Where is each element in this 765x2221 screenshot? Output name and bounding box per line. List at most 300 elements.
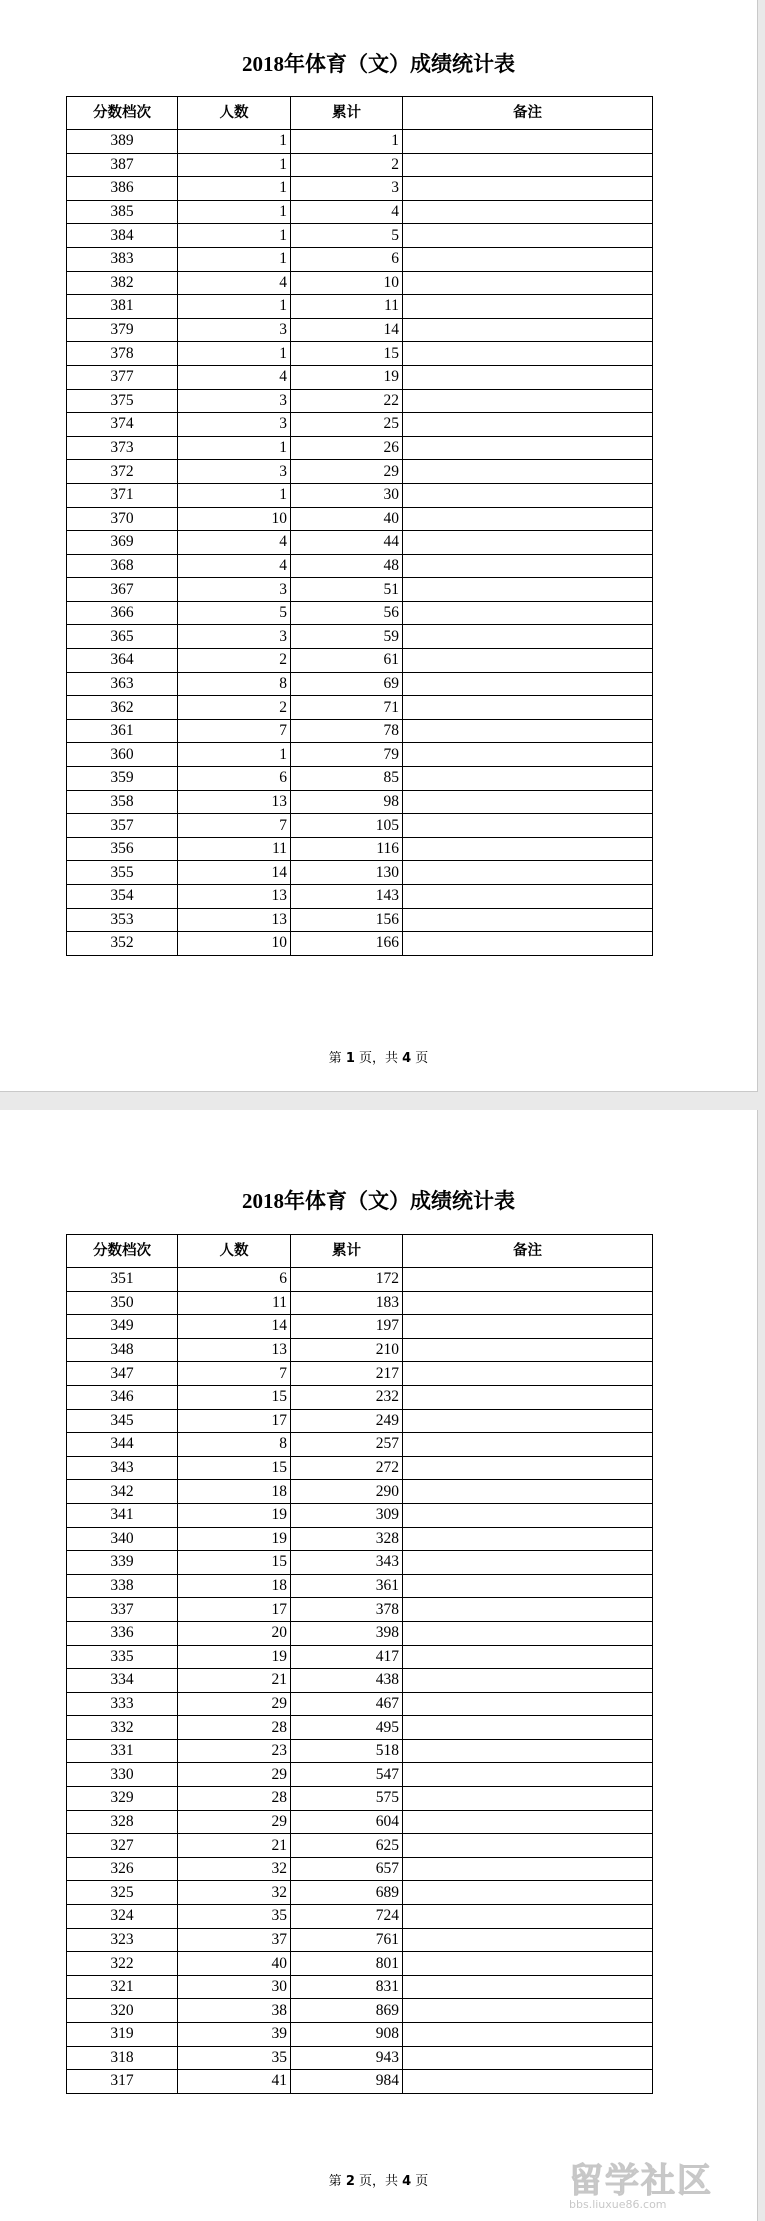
cumulative-cell: 217 xyxy=(291,1362,403,1386)
cumulative-cell: 398 xyxy=(291,1621,403,1645)
table-row xyxy=(67,1291,653,1315)
document-page-2 xyxy=(0,1110,758,2221)
page-title: 2018年体育（文）成绩统计表 xyxy=(242,52,515,76)
cumulative-cell: 724 xyxy=(291,1905,403,1929)
table-row xyxy=(67,1503,653,1527)
remarks-cell xyxy=(403,932,653,956)
remarks-cell xyxy=(403,413,653,437)
table-row xyxy=(67,130,653,154)
score-cell: 352 xyxy=(67,932,178,956)
remarks-cell xyxy=(403,1503,653,1527)
cumulative-cell: 56 xyxy=(291,601,403,625)
cumulative-cell: 166 xyxy=(291,932,403,956)
count-cell: 17 xyxy=(178,1409,291,1433)
table-row xyxy=(67,389,653,413)
cumulative-cell: 689 xyxy=(291,1881,403,1905)
cumulative-cell: 210 xyxy=(291,1338,403,1362)
cumulative-cell: 40 xyxy=(291,507,403,531)
score-cell: 363 xyxy=(67,672,178,696)
score-cell: 379 xyxy=(67,318,178,342)
remarks-cell xyxy=(403,1480,653,1504)
table-row xyxy=(67,1928,653,1952)
score-cell: 332 xyxy=(67,1716,178,1740)
score-cell: 331 xyxy=(67,1739,178,1763)
table-row xyxy=(67,1857,653,1881)
score-cell: 360 xyxy=(67,743,178,767)
score-cell: 321 xyxy=(67,1975,178,1999)
score-cell: 372 xyxy=(67,460,178,484)
count-cell: 13 xyxy=(178,908,291,932)
table-row xyxy=(67,413,653,437)
score-cell: 342 xyxy=(67,1480,178,1504)
cumulative-cell: 417 xyxy=(291,1645,403,1669)
cumulative-cell: 625 xyxy=(291,1834,403,1858)
remarks-cell xyxy=(403,1669,653,1693)
count-cell: 4 xyxy=(178,365,291,389)
table-row xyxy=(67,743,653,767)
table-row xyxy=(67,1999,653,2023)
table-row xyxy=(67,1905,653,1929)
count-cell: 21 xyxy=(178,1834,291,1858)
cumulative-cell: 156 xyxy=(291,908,403,932)
remarks-cell xyxy=(403,1291,653,1315)
remarks-cell xyxy=(403,1810,653,1834)
count-cell: 35 xyxy=(178,2046,291,2070)
count-cell: 1 xyxy=(178,177,291,201)
count-cell: 10 xyxy=(178,507,291,531)
table-row xyxy=(67,1527,653,1551)
remarks-cell xyxy=(403,1338,653,1362)
count-cell: 13 xyxy=(178,1338,291,1362)
remarks-cell xyxy=(403,1385,653,1409)
cumulative-cell: 10 xyxy=(291,271,403,295)
count-cell: 29 xyxy=(178,1810,291,1834)
count-cell: 3 xyxy=(178,389,291,413)
count-cell: 7 xyxy=(178,719,291,743)
table-row xyxy=(67,1645,653,1669)
table-row xyxy=(67,672,653,696)
watermark-logo xyxy=(569,2153,739,2213)
remarks-cell xyxy=(403,295,653,319)
count-cell: 11 xyxy=(178,1291,291,1315)
score-cell: 353 xyxy=(67,908,178,932)
score-cell: 385 xyxy=(67,200,178,224)
score-cell: 389 xyxy=(67,130,178,154)
remarks-cell xyxy=(403,200,653,224)
cumulative-cell: 69 xyxy=(291,672,403,696)
cumulative-cell: 801 xyxy=(291,1952,403,1976)
table-row xyxy=(67,578,653,602)
score-cell: 348 xyxy=(67,1338,178,1362)
cumulative-cell: 361 xyxy=(291,1574,403,1598)
cumulative-cell: 143 xyxy=(291,885,403,909)
cumulative-cell: 48 xyxy=(291,554,403,578)
remarks-cell xyxy=(403,672,653,696)
remarks-cell xyxy=(403,1975,653,1999)
remarks-cell xyxy=(403,1433,653,1457)
score-cell: 333 xyxy=(67,1692,178,1716)
table-row xyxy=(67,601,653,625)
cumulative-cell: 11 xyxy=(291,295,403,319)
cumulative-cell: 575 xyxy=(291,1787,403,1811)
remarks-cell xyxy=(403,790,653,814)
cumulative-cell: 438 xyxy=(291,1669,403,1693)
table-row xyxy=(67,2046,653,2070)
table-row xyxy=(67,483,653,507)
header-cumulative: 累计 xyxy=(291,1235,403,1268)
count-cell: 15 xyxy=(178,1456,291,1480)
footer-prefix: 第 xyxy=(328,2174,346,2189)
count-cell: 14 xyxy=(178,1315,291,1339)
remarks-cell xyxy=(403,578,653,602)
footer-middle: 页，共 xyxy=(354,1051,403,1066)
cumulative-cell: 378 xyxy=(291,1598,403,1622)
table-row xyxy=(67,1763,653,1787)
cumulative-cell: 272 xyxy=(291,1456,403,1480)
table-row xyxy=(67,1315,653,1339)
cumulative-cell: 61 xyxy=(291,649,403,673)
count-cell: 28 xyxy=(178,1787,291,1811)
remarks-cell xyxy=(403,2046,653,2070)
cumulative-cell: 249 xyxy=(291,1409,403,1433)
cumulative-cell: 943 xyxy=(291,2046,403,2070)
cumulative-cell: 15 xyxy=(291,342,403,366)
remarks-cell xyxy=(403,1787,653,1811)
score-table xyxy=(66,1234,653,2094)
remarks-cell xyxy=(403,908,653,932)
table-row xyxy=(67,1692,653,1716)
score-cell: 324 xyxy=(67,1905,178,1929)
table-row xyxy=(67,1409,653,1433)
cumulative-cell: 98 xyxy=(291,790,403,814)
score-cell: 373 xyxy=(67,436,178,460)
table-row xyxy=(67,885,653,909)
score-cell: 371 xyxy=(67,483,178,507)
remarks-cell xyxy=(403,531,653,555)
score-cell: 366 xyxy=(67,601,178,625)
score-cell: 329 xyxy=(67,1787,178,1811)
count-cell: 4 xyxy=(178,531,291,555)
remarks-cell xyxy=(403,342,653,366)
score-cell: 357 xyxy=(67,814,178,838)
table-row xyxy=(67,649,653,673)
score-cell: 326 xyxy=(67,1857,178,1881)
count-cell: 4 xyxy=(178,271,291,295)
count-cell: 1 xyxy=(178,200,291,224)
score-cell: 383 xyxy=(67,247,178,271)
table-row xyxy=(67,1362,653,1386)
score-cell: 356 xyxy=(67,837,178,861)
cumulative-cell: 14 xyxy=(291,318,403,342)
remarks-cell xyxy=(403,767,653,791)
cumulative-cell: 604 xyxy=(291,1810,403,1834)
count-cell: 13 xyxy=(178,790,291,814)
count-cell: 3 xyxy=(178,625,291,649)
remarks-cell xyxy=(403,1598,653,1622)
cumulative-cell: 984 xyxy=(291,2070,403,2094)
table-row xyxy=(67,1551,653,1575)
table-header-row xyxy=(67,97,653,130)
count-cell: 1 xyxy=(178,153,291,177)
score-cell: 361 xyxy=(67,719,178,743)
table-row xyxy=(67,153,653,177)
footer-total-pages: 4 xyxy=(402,2174,412,2189)
score-cell: 343 xyxy=(67,1456,178,1480)
table-header-row xyxy=(67,1235,653,1268)
cumulative-cell: 130 xyxy=(291,861,403,885)
cumulative-cell: 343 xyxy=(291,1551,403,1575)
remarks-cell xyxy=(403,224,653,248)
table-row xyxy=(67,2070,653,2094)
header-score-level: 分数档次 xyxy=(67,1235,178,1268)
score-cell: 386 xyxy=(67,177,178,201)
remarks-cell xyxy=(403,1315,653,1339)
count-cell: 40 xyxy=(178,1952,291,1976)
count-cell: 7 xyxy=(178,1362,291,1386)
remarks-cell xyxy=(403,1716,653,1740)
footer-page-number: 1 xyxy=(345,1051,355,1066)
table-row xyxy=(67,1739,653,1763)
table-row xyxy=(67,696,653,720)
score-cell: 355 xyxy=(67,861,178,885)
score-cell: 339 xyxy=(67,1551,178,1575)
remarks-cell xyxy=(403,1456,653,1480)
cumulative-cell: 116 xyxy=(291,837,403,861)
count-cell: 3 xyxy=(178,578,291,602)
score-cell: 344 xyxy=(67,1433,178,1457)
table-body xyxy=(67,1268,653,2094)
table-row xyxy=(67,1433,653,1457)
cumulative-cell: 257 xyxy=(291,1433,403,1457)
score-cell: 338 xyxy=(67,1574,178,1598)
remarks-cell xyxy=(403,177,653,201)
table-row xyxy=(67,342,653,366)
count-cell: 2 xyxy=(178,649,291,673)
score-cell: 346 xyxy=(67,1385,178,1409)
table-row xyxy=(67,1834,653,1858)
remarks-cell xyxy=(403,743,653,767)
footer-total-pages: 4 xyxy=(402,1051,412,1066)
remarks-cell xyxy=(403,625,653,649)
remarks-cell xyxy=(403,1928,653,1952)
footer-middle: 页，共 xyxy=(354,2174,403,2189)
header-score-level: 分数档次 xyxy=(67,97,178,130)
score-cell: 334 xyxy=(67,1669,178,1693)
remarks-cell xyxy=(403,153,653,177)
cumulative-cell: 495 xyxy=(291,1716,403,1740)
score-cell: 368 xyxy=(67,554,178,578)
footer-prefix: 第 xyxy=(328,1051,346,1066)
cumulative-cell: 232 xyxy=(291,1385,403,1409)
footer-suffix: 页 xyxy=(411,2174,429,2189)
remarks-cell xyxy=(403,814,653,838)
remarks-cell xyxy=(403,1645,653,1669)
count-cell: 1 xyxy=(178,436,291,460)
remarks-cell xyxy=(403,483,653,507)
score-cell: 365 xyxy=(67,625,178,649)
remarks-cell xyxy=(403,365,653,389)
score-cell: 354 xyxy=(67,885,178,909)
count-cell: 10 xyxy=(178,932,291,956)
remarks-cell xyxy=(403,1551,653,1575)
remarks-cell xyxy=(403,507,653,531)
count-cell: 3 xyxy=(178,318,291,342)
remarks-cell xyxy=(403,719,653,743)
count-cell: 3 xyxy=(178,460,291,484)
remarks-cell xyxy=(403,1952,653,1976)
cumulative-cell: 71 xyxy=(291,696,403,720)
score-cell: 384 xyxy=(67,224,178,248)
table-row xyxy=(67,318,653,342)
remarks-cell xyxy=(403,1409,653,1433)
remarks-cell xyxy=(403,1857,653,1881)
table-row xyxy=(67,177,653,201)
count-cell: 21 xyxy=(178,1669,291,1693)
remarks-cell xyxy=(403,1763,653,1787)
count-cell: 32 xyxy=(178,1881,291,1905)
score-cell: 382 xyxy=(67,271,178,295)
table-row xyxy=(67,1810,653,1834)
footer-suffix: 页 xyxy=(411,1051,429,1066)
table-row xyxy=(67,790,653,814)
table-row xyxy=(67,625,653,649)
table-row xyxy=(67,908,653,932)
score-cell: 335 xyxy=(67,1645,178,1669)
cumulative-cell: 3 xyxy=(291,177,403,201)
count-cell: 4 xyxy=(178,554,291,578)
header-cumulative: 累计 xyxy=(291,97,403,130)
header-remarks: 备注 xyxy=(403,1235,653,1268)
remarks-cell xyxy=(403,271,653,295)
cumulative-cell: 79 xyxy=(291,743,403,767)
score-cell: 340 xyxy=(67,1527,178,1551)
table-row xyxy=(67,1456,653,1480)
count-cell: 1 xyxy=(178,743,291,767)
score-cell: 320 xyxy=(67,1999,178,2023)
table-row xyxy=(67,932,653,956)
score-cell: 359 xyxy=(67,767,178,791)
count-cell: 30 xyxy=(178,1975,291,1999)
count-cell: 3 xyxy=(178,413,291,437)
cumulative-cell: 26 xyxy=(291,436,403,460)
page-footer xyxy=(0,1047,757,1066)
table-row xyxy=(67,460,653,484)
score-cell: 381 xyxy=(67,295,178,319)
score-cell: 330 xyxy=(67,1763,178,1787)
score-cell: 317 xyxy=(67,2070,178,2094)
table-row xyxy=(67,436,653,460)
table-row xyxy=(67,1787,653,1811)
cumulative-cell: 197 xyxy=(291,1315,403,1339)
count-cell: 29 xyxy=(178,1692,291,1716)
score-cell: 350 xyxy=(67,1291,178,1315)
table-row xyxy=(67,1385,653,1409)
count-cell: 14 xyxy=(178,861,291,885)
score-cell: 347 xyxy=(67,1362,178,1386)
count-cell: 11 xyxy=(178,837,291,861)
score-cell: 318 xyxy=(67,2046,178,2070)
count-cell: 2 xyxy=(178,696,291,720)
count-cell: 15 xyxy=(178,1385,291,1409)
header-count: 人数 xyxy=(178,97,291,130)
header-remarks: 备注 xyxy=(403,97,653,130)
table-row xyxy=(67,1952,653,1976)
cumulative-cell: 467 xyxy=(291,1692,403,1716)
table-row xyxy=(67,507,653,531)
remarks-cell xyxy=(403,1527,653,1551)
count-cell: 13 xyxy=(178,885,291,909)
count-cell: 7 xyxy=(178,814,291,838)
score-cell: 336 xyxy=(67,1621,178,1645)
table-row xyxy=(67,719,653,743)
cumulative-cell: 831 xyxy=(291,1975,403,1999)
count-cell: 1 xyxy=(178,224,291,248)
score-table xyxy=(66,96,653,956)
table-row xyxy=(67,1338,653,1362)
remarks-cell xyxy=(403,1692,653,1716)
count-cell: 6 xyxy=(178,1268,291,1292)
remarks-cell xyxy=(403,130,653,154)
remarks-cell xyxy=(403,1881,653,1905)
cumulative-cell: 105 xyxy=(291,814,403,838)
score-cell: 362 xyxy=(67,696,178,720)
remarks-cell xyxy=(403,1905,653,1929)
count-cell: 6 xyxy=(178,767,291,791)
remarks-cell xyxy=(403,554,653,578)
table-row xyxy=(67,295,653,319)
cumulative-cell: 4 xyxy=(291,200,403,224)
cumulative-cell: 1 xyxy=(291,130,403,154)
footer-page-number: 2 xyxy=(345,2174,355,2189)
count-cell: 18 xyxy=(178,1574,291,1598)
table-row xyxy=(67,814,653,838)
count-cell: 20 xyxy=(178,1621,291,1645)
table-row xyxy=(67,837,653,861)
cumulative-cell: 30 xyxy=(291,483,403,507)
cumulative-cell: 328 xyxy=(291,1527,403,1551)
count-cell: 18 xyxy=(178,1480,291,1504)
score-cell: 364 xyxy=(67,649,178,673)
table-row xyxy=(67,1975,653,1999)
cumulative-cell: 869 xyxy=(291,1999,403,2023)
cumulative-cell: 29 xyxy=(291,460,403,484)
score-cell: 358 xyxy=(67,790,178,814)
remarks-cell xyxy=(403,601,653,625)
score-cell: 327 xyxy=(67,1834,178,1858)
count-cell: 35 xyxy=(178,1905,291,1929)
table-row xyxy=(67,224,653,248)
document-page-1 xyxy=(0,0,758,1092)
count-cell: 39 xyxy=(178,2023,291,2047)
cumulative-cell: 183 xyxy=(291,1291,403,1315)
remarks-cell xyxy=(403,861,653,885)
count-cell: 19 xyxy=(178,1503,291,1527)
score-cell: 341 xyxy=(67,1503,178,1527)
score-cell: 369 xyxy=(67,531,178,555)
remarks-cell xyxy=(403,1268,653,1292)
remarks-cell xyxy=(403,837,653,861)
cumulative-cell: 19 xyxy=(291,365,403,389)
cumulative-cell: 518 xyxy=(291,1739,403,1763)
count-cell: 8 xyxy=(178,672,291,696)
cumulative-cell: 547 xyxy=(291,1763,403,1787)
score-cell: 387 xyxy=(67,153,178,177)
cumulative-cell: 908 xyxy=(291,2023,403,2047)
remarks-cell xyxy=(403,1621,653,1645)
cumulative-cell: 51 xyxy=(291,578,403,602)
table-row xyxy=(67,1881,653,1905)
score-cell: 374 xyxy=(67,413,178,437)
